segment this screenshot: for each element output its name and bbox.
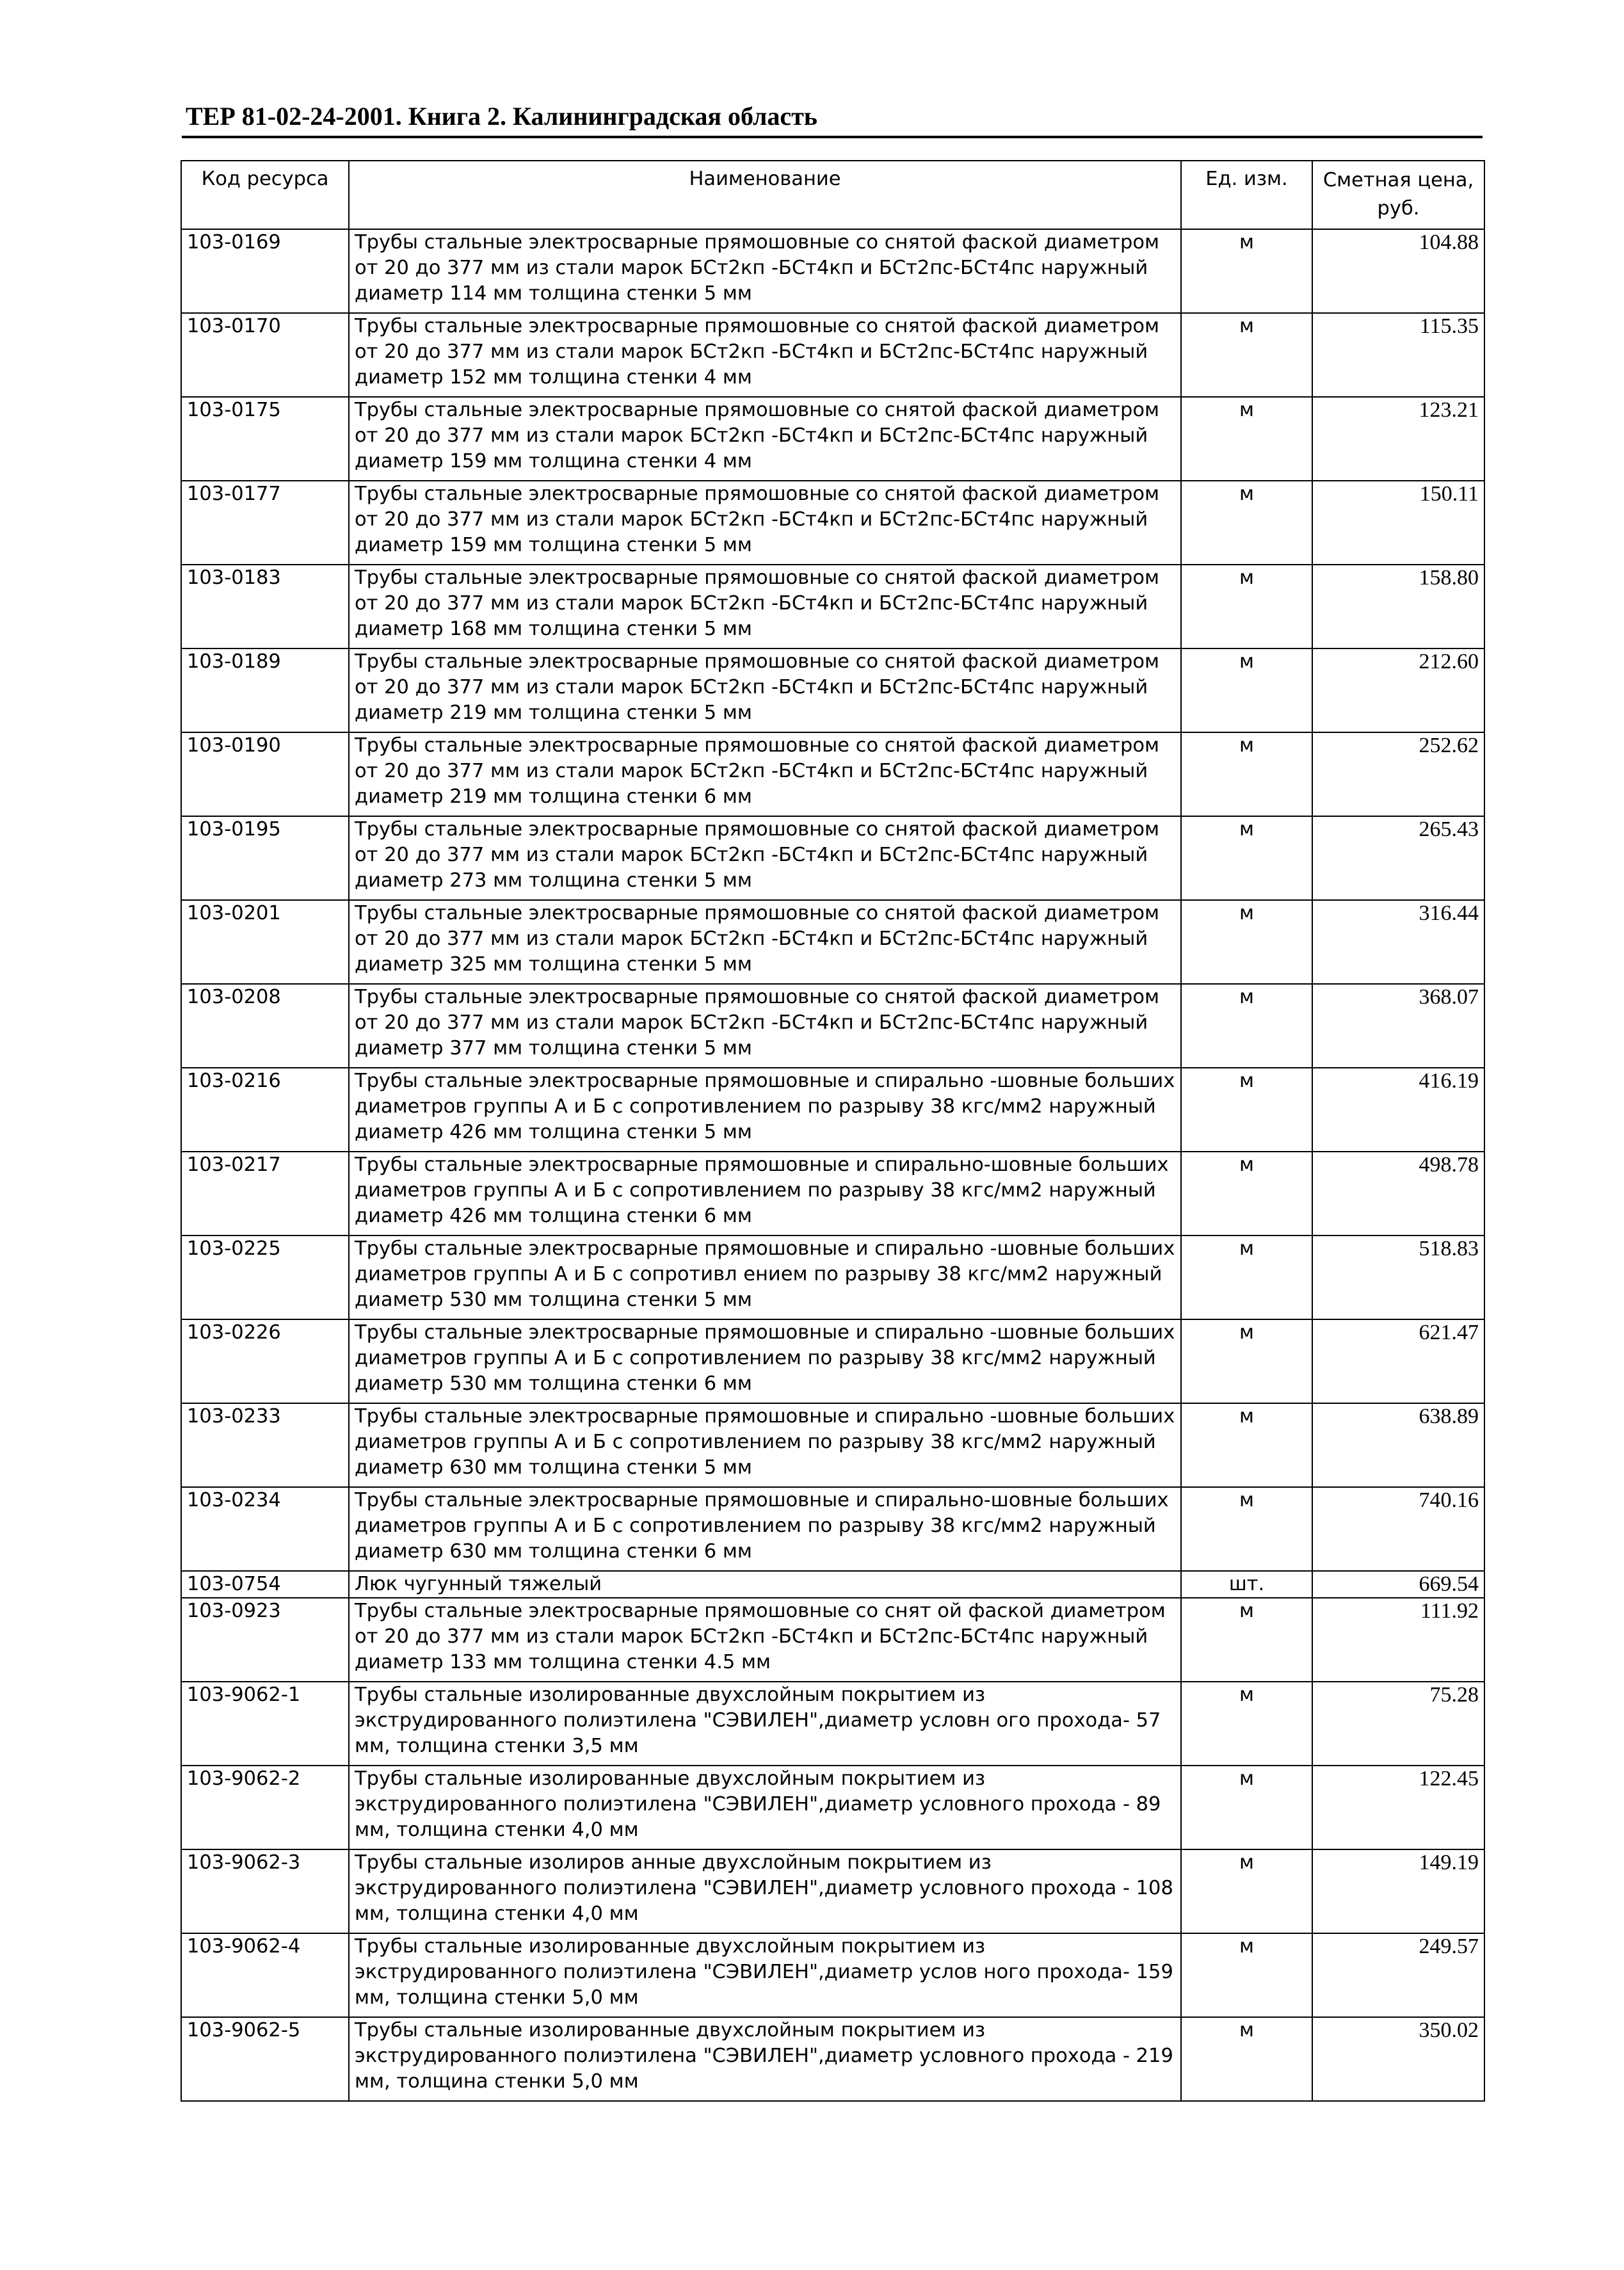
unit-cell: м xyxy=(1181,229,1312,313)
column-header-name: Наименование xyxy=(349,161,1181,229)
unit-cell: м xyxy=(1181,900,1312,984)
price-cell: 638.89 xyxy=(1312,1403,1484,1487)
resource-name-cell: Трубы стальные электросварные прямошовные со снятой фаской диаметром от 20 до 377 мм из стали марок БСт2кп -БСт4кп и БСт2пс-БСт4пс наружный диаметр 152 мм толщина стенки 4 мм xyxy=(349,313,1181,397)
table-row xyxy=(181,648,1484,732)
price-cell: 316.44 xyxy=(1312,900,1484,984)
price-cell: 111.92 xyxy=(1312,1598,1484,1682)
resource-code-cell: 103-0233 xyxy=(181,1403,349,1487)
resource-code-cell: 103-0201 xyxy=(181,900,349,984)
resource-code-cell: 103-0226 xyxy=(181,1319,349,1403)
resource-code-cell: 103-0175 xyxy=(181,397,349,481)
unit-cell: м xyxy=(1181,1068,1312,1152)
table-row xyxy=(181,1487,1484,1571)
resource-name-cell: Трубы стальные электросварные прямошовные и спирально -шовные больших диаметров группы А и Б с сопротивлением по разрыву 38 кгс/мм2 наружный диаметр 426 мм толщина стенки 5 мм xyxy=(349,1068,1181,1152)
unit-cell: м xyxy=(1181,1152,1312,1236)
price-cell: 104.88 xyxy=(1312,229,1484,313)
resource-name-cell: Трубы стальные электросварные прямошовные и спирально-шовные больших диаметров группы А и Б с сопротивлением по разрыву 38 кгс/мм2 наружный диаметр 426 мм толщина стенки 6 мм xyxy=(349,1152,1181,1236)
price-cell: 498.78 xyxy=(1312,1152,1484,1236)
resource-name-cell: Трубы стальные электросварные прямошовные и спирально-шовные больших диаметров группы А и Б с сопротивлением по разрыву 38 кгс/мм2 наружный диаметр 630 мм толщина стенки 6 мм xyxy=(349,1487,1181,1571)
price-cell: 518.83 xyxy=(1312,1236,1484,1319)
resource-code-cell: 103-0225 xyxy=(181,1236,349,1319)
unit-cell: шт. xyxy=(1181,1571,1312,1598)
table-row xyxy=(181,313,1484,397)
unit-cell: м xyxy=(1181,313,1312,397)
unit-cell: м xyxy=(1181,397,1312,481)
resource-code-cell: 103-0216 xyxy=(181,1068,349,1152)
resource-name-cell: Трубы стальные электросварные прямошовные со снятой фаской диаметром от 20 до 377 мм из стали марок БСт2кп -БСт4кп и БСт2пс-БСт4пс наружный диаметр 325 мм толщина стенки 5 мм xyxy=(349,900,1181,984)
unit-cell: м xyxy=(1181,565,1312,648)
price-cell: 416.19 xyxy=(1312,1068,1484,1152)
resource-name-cell: Трубы стальные электросварные прямошовные со снят ой фаской диаметром от 20 до 377 мм из стали марок БСт2кп -БСт4кп и БСт2пс-БСт4пс наружный диаметр 133 мм толщина стенки 4.5 мм xyxy=(349,1598,1181,1682)
unit-cell: м xyxy=(1181,984,1312,1068)
table-row xyxy=(181,2017,1484,2101)
price-cell: 265.43 xyxy=(1312,816,1484,900)
table-row xyxy=(181,1571,1484,1598)
unit-cell: м xyxy=(1181,1403,1312,1487)
resource-code-cell: 103-9062-1 xyxy=(181,1682,349,1766)
resource-code-cell: 103-0189 xyxy=(181,648,349,732)
price-cell: 368.07 xyxy=(1312,984,1484,1068)
price-cell: 669.54 xyxy=(1312,1571,1484,1598)
unit-cell: м xyxy=(1181,816,1312,900)
resource-name-cell: Трубы стальные электросварные прямошовные со снятой фаской диаметром от 20 до 377 мм из стали марок БСт2кп -БСт4кп и БСт2пс-БСт4пс наружный диаметр 273 мм толщина стенки 5 мм xyxy=(349,816,1181,900)
resource-code-cell: 103-0208 xyxy=(181,984,349,1068)
resource-code-cell: 103-0754 xyxy=(181,1571,349,1598)
price-cell: 740.16 xyxy=(1312,1487,1484,1571)
table-row xyxy=(181,984,1484,1068)
resource-code-cell: 103-9062-3 xyxy=(181,1849,349,1933)
unit-cell: м xyxy=(1181,2017,1312,2101)
table-row xyxy=(181,481,1484,565)
table-row xyxy=(181,1682,1484,1766)
resource-name-cell: Люк чугунный тяжелый xyxy=(349,1571,1181,1598)
resource-name-cell: Трубы стальные электросварные прямошовные со снятой фаской диаметром от 20 до 377 мм из стали марок БСт2кп -БСт4кп и БСт2пс-БСт4пс наружный диаметр 159 мм толщина стенки 5 мм xyxy=(349,481,1181,565)
price-cell: 123.21 xyxy=(1312,397,1484,481)
table-row xyxy=(181,397,1484,481)
price-cell: 158.80 xyxy=(1312,565,1484,648)
table-row xyxy=(181,1152,1484,1236)
unit-cell: м xyxy=(1181,1598,1312,1682)
resource-code-cell: 103-9062-4 xyxy=(181,1933,349,2017)
resource-code-cell: 103-0183 xyxy=(181,565,349,648)
price-cell: 350.02 xyxy=(1312,2017,1484,2101)
resource-name-cell: Трубы стальные электросварные прямошовные со снятой фаской диаметром от 20 до 377 мм из стали марок БСт2кп -БСт4кп и БСт2пс-БСт4пс наружный диаметр 219 мм толщина стенки 5 мм xyxy=(349,648,1181,732)
table-row xyxy=(181,732,1484,816)
resource-code-cell: 103-0195 xyxy=(181,816,349,900)
table-header-row xyxy=(181,161,1484,229)
page-title: ТЕР 81-02-24-2001. Книга 2. Калининградская область xyxy=(186,102,817,131)
table-row xyxy=(181,1766,1484,1849)
resource-code-cell: 103-0170 xyxy=(181,313,349,397)
resource-name-cell: Трубы стальные электросварные прямошовные со снятой фаской диаметром от 20 до 377 мм из стали марок БСт2кп -БСт4кп и БСт2пс-БСт4пс наружный диаметр 114 мм толщина стенки 5 мм xyxy=(349,229,1181,313)
resource-name-cell: Трубы стальные электросварные прямошовные со снятой фаской диаметром от 20 до 377 мм из стали марок БСт2кп -БСт4кп и БСт2пс-БСт4пс наружный диаметр 219 мм толщина стенки 6 мм xyxy=(349,732,1181,816)
resource-name-cell: Трубы стальные изолиров анные двухслойным покрытием из экструдированного полиэтилена "СЭВИЛЕН",диаметр условного прохода - 108 мм, толщина стенки 4,0 мм xyxy=(349,1849,1181,1933)
table-row xyxy=(181,900,1484,984)
unit-cell: м xyxy=(1181,732,1312,816)
resource-code-cell: 103-0169 xyxy=(181,229,349,313)
resource-code-cell: 103-9062-5 xyxy=(181,2017,349,2101)
resource-name-cell: Трубы стальные электросварные прямошовные со снятой фаской диаметром от 20 до 377 мм из стали марок БСт2кп -БСт4кп и БСт2пс-БСт4пс наружный диаметр 168 мм толщина стенки 5 мм xyxy=(349,565,1181,648)
price-cell: 212.60 xyxy=(1312,648,1484,732)
resource-name-cell: Трубы стальные электросварные прямошовные со снятой фаской диаметром от 20 до 377 мм из стали марок БСт2кп -БСт4кп и БСт2пс-БСт4пс наружный диаметр 159 мм толщина стенки 4 мм xyxy=(349,397,1181,481)
table-row xyxy=(181,1403,1484,1487)
resource-code-cell: 103-0923 xyxy=(181,1598,349,1682)
table-row xyxy=(181,1849,1484,1933)
unit-cell: м xyxy=(1181,1849,1312,1933)
resource-name-cell: Трубы стальные электросварные прямошовные со снятой фаской диаметром от 20 до 377 мм из стали марок БСт2кп -БСт4кп и БСт2пс-БСт4пс наружный диаметр 377 мм толщина стенки 5 мм xyxy=(349,984,1181,1068)
unit-cell: м xyxy=(1181,481,1312,565)
table-row xyxy=(181,816,1484,900)
price-cell: 122.45 xyxy=(1312,1766,1484,1849)
unit-cell: м xyxy=(1181,1933,1312,2017)
unit-cell: м xyxy=(1181,648,1312,732)
table-row xyxy=(181,229,1484,313)
resource-code-cell: 103-9062-2 xyxy=(181,1766,349,1849)
resource-price-table xyxy=(181,160,1485,2102)
table-row xyxy=(181,1933,1484,2017)
resource-name-cell: Трубы стальные электросварные прямошовные и спирально -шовные больших диаметров группы А и Б с сопротивлением по разрыву 38 кгс/мм2 наружный диаметр 530 мм толщина стенки 6 мм xyxy=(349,1319,1181,1403)
resource-name-cell: Трубы стальные электросварные прямошовные и спирально -шовные больших диаметров группы А и Б с сопротивлением по разрыву 38 кгс/мм2 наружный диаметр 630 мм толщина стенки 5 мм xyxy=(349,1403,1181,1487)
resource-code-cell: 103-0177 xyxy=(181,481,349,565)
resource-code-cell: 103-0217 xyxy=(181,1152,349,1236)
price-cell: 249.57 xyxy=(1312,1933,1484,2017)
table-row xyxy=(181,1236,1484,1319)
price-cell: 149.19 xyxy=(1312,1849,1484,1933)
resource-name-cell: Трубы стальные изолированные двухслойным покрытием из экструдированного полиэтилена "СЭВИЛЕН",диаметр условн ого прохода- 57 мм, толщина стенки 3,5 мм xyxy=(349,1682,1181,1766)
column-header-price: Сметная цена, руб. xyxy=(1312,161,1484,229)
unit-cell: м xyxy=(1181,1319,1312,1403)
resource-name-cell: Трубы стальные электросварные прямошовные и спирально -шовные больших диаметров группы А и Б с сопротивл ением по разрыву 38 кгс/мм2 наружный диаметр 530 мм толщина стенки 5 мм xyxy=(349,1236,1181,1319)
price-cell: 621.47 xyxy=(1312,1319,1484,1403)
price-cell: 115.35 xyxy=(1312,313,1484,397)
resource-code-cell: 103-0234 xyxy=(181,1487,349,1571)
table-row xyxy=(181,1598,1484,1682)
header-rule xyxy=(182,136,1483,138)
column-header-unit: Ед. изм. xyxy=(1181,161,1312,229)
table-row xyxy=(181,1068,1484,1152)
unit-cell: м xyxy=(1181,1236,1312,1319)
resource-code-cell: 103-0190 xyxy=(181,732,349,816)
price-cell: 252.62 xyxy=(1312,732,1484,816)
unit-cell: м xyxy=(1181,1487,1312,1571)
table-row xyxy=(181,565,1484,648)
resource-name-cell: Трубы стальные изолированные двухслойным покрытием из экструдированного полиэтилена "СЭВИЛЕН",диаметр условного прохода - 219 мм, толщина стенки 5,0 мм xyxy=(349,2017,1181,2101)
unit-cell: м xyxy=(1181,1766,1312,1849)
resource-name-cell: Трубы стальные изолированные двухслойным покрытием из экструдированного полиэтилена "СЭВИЛЕН",диаметр условного прохода - 89 мм, толщина стенки 4,0 мм xyxy=(349,1766,1181,1849)
table-body xyxy=(181,229,1484,2101)
column-header-code: Код ресурса xyxy=(181,161,349,229)
table-row xyxy=(181,1319,1484,1403)
resource-name-cell: Трубы стальные изолированные двухслойным покрытием из экструдированного полиэтилена "СЭВИЛЕН",диаметр услов ного прохода- 159 мм, толщина стенки 5,0 мм xyxy=(349,1933,1181,2017)
unit-cell: м xyxy=(1181,1682,1312,1766)
price-cell: 150.11 xyxy=(1312,481,1484,565)
price-cell: 75.28 xyxy=(1312,1682,1484,1766)
